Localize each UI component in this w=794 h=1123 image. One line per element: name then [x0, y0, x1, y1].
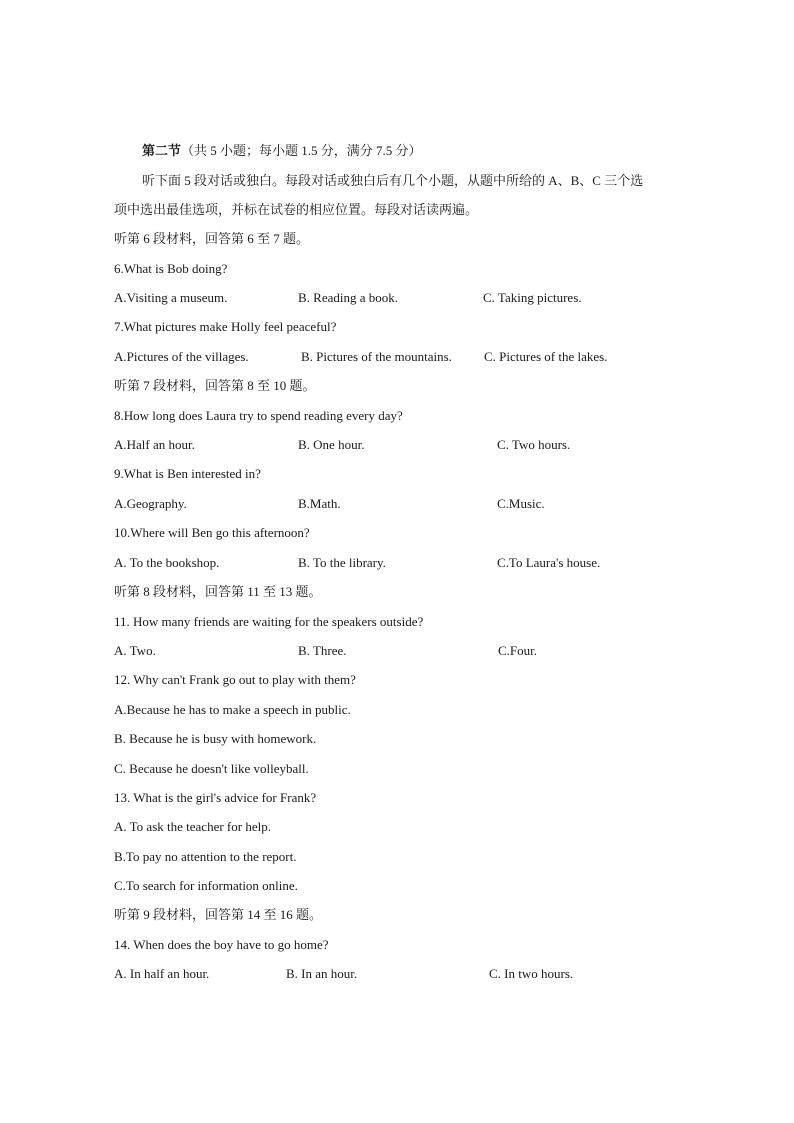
question-8-stem: 8.How long does Laura try to spend reading every day?	[114, 408, 403, 423]
question-13-option-a: A. To ask the teacher for help.	[114, 819, 271, 834]
question-13-option-b: B.To pay no attention to the report.	[114, 849, 297, 864]
question-9-option-b: B.Math.	[298, 496, 341, 511]
question-9-stem: 9.What is Ben interested in?	[114, 466, 261, 481]
question-8-option-c: C. Two hours.	[497, 437, 571, 452]
section-title-note: （共 5 小题；每小题 1.5 分，满分 7.5 分）	[181, 143, 422, 158]
question-12-option-b: B. Because he is busy with homework.	[114, 731, 317, 746]
question-14-option-b: B. In an hour.	[286, 966, 358, 981]
question-7-option-c: C. Pictures of the lakes.	[484, 349, 608, 364]
question-12-stem: 12. Why can't Frank go out to play with them?	[114, 672, 356, 687]
question-6-option-b: B. Reading a book.	[298, 290, 399, 305]
question-10-option-b: B. To the library.	[298, 555, 386, 570]
question-13-stem: 13. What is the girl's advice for Frank?	[114, 790, 317, 805]
question-10-stem: 10.Where will Ben go this afternoon?	[114, 525, 310, 540]
question-14-option-c: C. In two hours.	[489, 966, 574, 981]
question-11-stem: 11. How many friends are waiting for the speakers outside?	[114, 614, 424, 629]
group-7-header: 听第 7 段材料，回答第 8 至 10 题。	[114, 378, 316, 393]
question-11-option-a: A. Two.	[114, 643, 156, 658]
question-6-option-c: C. Taking pictures.	[483, 290, 582, 305]
question-12-option-c: C. Because he doesn't like volleyball.	[114, 761, 309, 776]
group-6-header: 听第 6 段材料，回答第 6 至 7 题。	[114, 231, 310, 246]
question-12-option-a: A.Because he has to make a speech in public.	[114, 702, 351, 717]
question-6-option-a: A.Visiting a museum.	[114, 290, 228, 305]
question-14-option-a: A. In half an hour.	[114, 966, 210, 981]
group-8-header: 听第 8 段材料，回答第 11 至 13 题。	[114, 584, 322, 599]
instructions-line-1: 听下面 5 段对话或独白。每段对话或独白后有几个小题，从题中所给的 A、B、C 三个选	[142, 173, 644, 188]
question-14-stem: 14. When does the boy have to go home?	[114, 937, 329, 952]
question-8-option-b: B. One hour.	[298, 437, 365, 452]
question-10-option-c: C.To Laura's house.	[497, 555, 601, 570]
question-9-option-c: C.Music.	[497, 496, 545, 511]
question-11-option-b: B. Three.	[298, 643, 347, 658]
section-heading	[142, 143, 422, 159]
question-7-option-b: B. Pictures of the mountains.	[301, 349, 452, 364]
question-9-option-a: A.Geography.	[114, 496, 187, 511]
question-13-option-c: C.To search for information online.	[114, 878, 298, 893]
instructions-line-2: 项中选出最佳选项，并标在试卷的相应位置。每段对话读两遍。	[114, 202, 479, 217]
question-10-option-a: A. To the bookshop.	[114, 555, 220, 570]
question-6-stem: 6.What is Bob doing?	[114, 261, 228, 276]
group-9-header: 听第 9 段材料，回答第 14 至 16 题。	[114, 907, 323, 922]
question-7-stem: 7.What pictures make Holly feel peaceful?	[114, 319, 337, 334]
question-11-option-c: C.Four.	[498, 643, 538, 658]
question-7-option-a: A.Pictures of the villages.	[114, 349, 249, 364]
question-8-option-a: A.Half an hour.	[114, 437, 195, 452]
section-title: 第二节	[142, 143, 182, 158]
